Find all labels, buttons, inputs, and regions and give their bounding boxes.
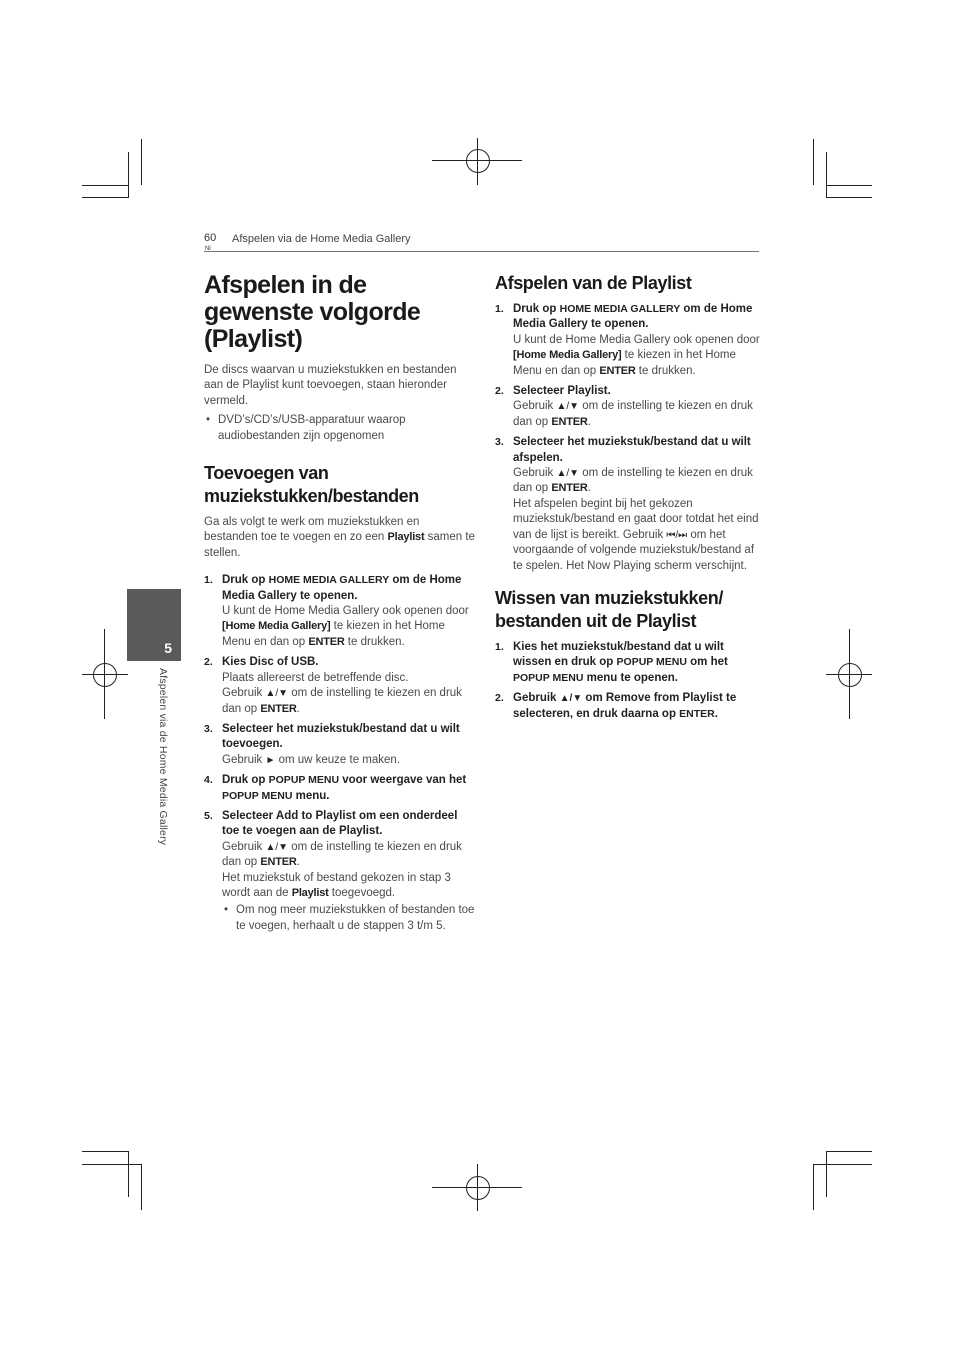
- up-down-arrow-icon: ▲/▼: [265, 688, 289, 700]
- list-item: 3. Selecteer het muziekstuk/bestand dat u wilt afspelen. Gebruik ▲/▼ om de instelling te kiezen en druk dan op ENTER. Het afspelen begint bij het gekozen muziekstuk/bestand en gaat door totdat het eind van de lijst is bereikt. Gebruik ⏮/⏭ om het voorgaande of volgende muziekstuk/bestand af te spelen. Het Now Playing scherm verschijnt.: [495, 435, 763, 574]
- sub-bullet: • Om nog meer muziekstukken of bestanden toe te voegen, herhaalt u de stappen 3 t/m 5.: [222, 903, 476, 934]
- right-column: [495, 272, 763, 727]
- section-title-play: Afspelen van de Playlist: [495, 273, 692, 293]
- up-down-arrow-icon: ▲/▼: [556, 468, 580, 480]
- page-number: 60: [204, 232, 217, 244]
- section-title-add: Toevoegen van muziekstukken/bestanden: [204, 463, 419, 507]
- crop-mark: [141, 139, 142, 185]
- list-item: 1. Kies het muziekstuk/bestand dat u wilt wissen en druk op POPUP MENU om het POPUP MENU menu te openen.: [495, 640, 763, 686]
- step-detail: U kunt de Home Media Gallery ook openen door [Home Media Gallery] te kiezen in het Home Menu en dan op ENTER te drukken.: [513, 333, 760, 377]
- step-instruction: Druk op HOME MEDIA GALLERY om de Home Media Gallery te openen.: [222, 574, 462, 602]
- step-detail: Gebruik ▲/▼ om de instelling te kiezen en druk dan op ENTER.: [513, 467, 753, 495]
- skip-prev-next-icon: ⏮/⏭: [666, 529, 688, 541]
- crop-mark: [128, 1151, 129, 1197]
- up-down-arrow-icon: ▲/▼: [556, 401, 580, 413]
- step-detail: Het muziekstuk of bestand gekozen in stap 3 wordt aan de Playlist toegevoegd.: [222, 871, 451, 899]
- crop-mark: [813, 139, 814, 185]
- header-section-title: Afspelen via de Home Media Gallery: [232, 233, 411, 245]
- list-item: 2. Gebruik ▲/▼ om Remove from Playlist te selecteren, en druk daarna op ENTER.: [495, 691, 763, 722]
- step-detail: Gebruik ► om uw keuze te maken.: [222, 753, 401, 766]
- section-title-remove: Wissen van muziekstukken/ bestanden uit de Playlist: [495, 587, 723, 631]
- chapter-vertical-label: Afspelen via de Home Media Gallery: [157, 668, 169, 846]
- section-intro: Ga als volgt te werk om muziekstukken en bestanden toe te voegen en zo een Playlist samen te stellen.: [204, 516, 475, 559]
- list-item: 3. Selecteer het muziekstuk/bestand dat u wilt toevoegen. Gebruik ► om uw keuze te maken.: [204, 722, 476, 768]
- crop-mark: [82, 1151, 128, 1152]
- registration-circle: [466, 1176, 490, 1200]
- registration-circle: [93, 663, 117, 687]
- left-column: [204, 272, 476, 939]
- crop-mark: [826, 152, 827, 198]
- chapter-tab: [127, 589, 181, 661]
- step-instruction: Selecteer Playlist.: [513, 385, 611, 398]
- page-title: Afspelen in de gewenste volgorde (Playlist): [204, 271, 421, 353]
- bullet-item: • DVD’s/CD’s/USB-apparatuur waarop audiobestanden zijn opgenomen: [204, 413, 476, 444]
- list-item: 4. Druk op POPUP MENU voor weergave van het POPUP MENU menu.: [204, 773, 476, 804]
- crop-mark: [82, 1164, 141, 1165]
- crop-mark: [826, 185, 872, 186]
- crop-mark: [82, 197, 128, 198]
- list-item: 2. Kies Disc of USB. Plaats allereerst de betreffende disc. Gebruik ▲/▼ om de instelling te kiezen en druk dan op ENTER.: [204, 655, 476, 717]
- up-down-arrow-icon: ▲/▼: [559, 693, 583, 705]
- crop-mark: [82, 185, 129, 186]
- crop-mark: [826, 1151, 827, 1197]
- page-header: [204, 232, 759, 252]
- step-instruction: Selecteer het muziekstuk/bestand dat u wilt toevoegen.: [222, 722, 460, 751]
- crop-mark: [826, 1151, 872, 1152]
- step-instruction: Kies het muziekstuk/bestand dat u wilt wissen en druk op POPUP MENU om het POPUP MENU menu te openen.: [513, 640, 728, 684]
- step-detail: U kunt de Home Media Gallery ook openen door [Home Media Gallery] te kiezen in het Home Menu en dan op ENTER te drukken.: [222, 605, 469, 648]
- step-detail: Gebruik ▲/▼ om de instelling te kiezen en druk dan op ENTER.: [222, 840, 462, 869]
- list-item: 5. Selecteer Add to Playlist om een onderdeel toe te voegen aan de Playlist. Gebruik ▲/▼ om de instelling te kiezen en druk dan op ENTER. Het muziekstuk of bestand gekozen in stap 3 wordt aan de Playlist toegevoegd. • Om nog meer muziekstukken of bestanden toe te voegen, herhaalt u de stappen 3 t/m 5.: [204, 809, 476, 934]
- registration-circle: [838, 663, 862, 687]
- crop-mark: [141, 1164, 142, 1210]
- list-item: 1. Druk op HOME MEDIA GALLERY om de Home Media Gallery te openen. U kunt de Home Media Gallery ook openen door [Home Media Gallery] te kiezen in het Home Menu en dan op ENTER te drukken.: [204, 573, 476, 650]
- step-detail: Gebruik ▲/▼ om de instelling te kiezen en druk dan op ENTER.: [513, 400, 753, 428]
- crop-mark: [128, 152, 129, 198]
- add-steps-list: [204, 573, 476, 934]
- crop-mark: [813, 1164, 814, 1210]
- step-instruction: Druk op POPUP MENU voor weergave van het POPUP MENU menu.: [222, 774, 467, 802]
- up-down-arrow-icon: ▲/▼: [265, 841, 289, 853]
- step-instruction: Selecteer Add to Playlist om een onderdeel toe te voegen aan de Playlist.: [222, 809, 458, 838]
- right-arrow-icon: ►: [265, 754, 276, 766]
- step-detail: Plaats allereerst de betreffende disc.: [222, 671, 409, 684]
- crop-mark: [813, 1164, 872, 1165]
- step-instruction: Kies Disc of USB.: [222, 656, 319, 669]
- play-steps-list: [495, 302, 763, 574]
- remove-steps-list: [495, 640, 763, 722]
- step-detail: Het afspelen begint bij het gekozen muziekstuk/bestand en gaat door totdat het eind van de lijst is bereikt. Gebruik ⏮/⏭ om het voorgaande of volgende muziekstuk/bestand af te spelen. Het Now Playing scherm verschijnt.: [513, 497, 759, 572]
- step-instruction: Druk op HOME MEDIA GALLERY om de Home Media Gallery te openen.: [513, 303, 753, 331]
- page-language: Nl: [205, 246, 211, 252]
- chapter-number: 5: [164, 640, 172, 656]
- list-item: 1. Druk op HOME MEDIA GALLERY om de Home Media Gallery te openen. U kunt de Home Media Gallery ook openen door [Home Media Gallery] te kiezen in het Home Menu en dan op ENTER te drukken.: [495, 302, 763, 379]
- crop-mark: [826, 197, 872, 198]
- step-instruction: Selecteer het muziekstuk/bestand dat u wilt afspelen.: [513, 436, 751, 464]
- intro-paragraph: De discs waarvan u muziekstukken en bestanden aan de Playlist kunt toevoegen, staan hieronder vermeld.: [204, 364, 457, 407]
- step-instruction: Gebruik ▲/▼ om Remove from Playlist te selecteren, en druk daarna op ENTER.: [513, 692, 737, 720]
- step-detail: Gebruik ▲/▼ om de instelling te kiezen en druk dan op ENTER.: [222, 687, 462, 715]
- registration-circle: [466, 149, 490, 173]
- list-item: 2. Selecteer Playlist. Gebruik ▲/▼ om de instelling te kiezen en druk dan op ENTER.: [495, 384, 763, 430]
